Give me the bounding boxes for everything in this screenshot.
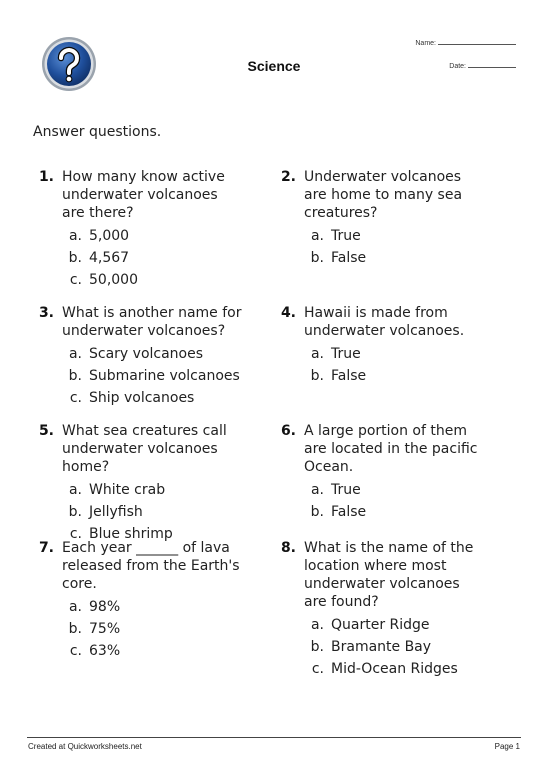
option-letter: b. <box>310 639 324 655</box>
name-label: Name: <box>415 40 436 47</box>
option-text: 63% <box>89 643 121 659</box>
options <box>32 343 244 409</box>
options <box>274 614 486 680</box>
option-a[interactable] <box>274 614 486 636</box>
option-letter: a. <box>310 346 324 362</box>
option-letter: a. <box>68 346 82 362</box>
options <box>274 225 486 269</box>
option-text: Jellyfish <box>89 504 143 520</box>
option-letter: b. <box>68 368 82 384</box>
option-letter: a. <box>310 617 324 633</box>
question-text: Hawaii is made from underwater volcanoes. <box>304 305 465 339</box>
question-4 <box>274 304 486 387</box>
option-text: True <box>331 346 361 362</box>
option-a[interactable] <box>32 479 244 501</box>
option-b[interactable] <box>32 618 244 640</box>
option-text: Mid-Ocean Ridges <box>331 661 458 677</box>
question-5 <box>32 422 244 545</box>
question-number: 4. <box>280 305 296 321</box>
options <box>32 479 244 545</box>
option-b[interactable] <box>32 365 244 387</box>
option-text: 4,567 <box>89 250 130 266</box>
question-text: What is another name for underwater volcanoes? <box>62 305 242 339</box>
name-blank[interactable] <box>438 37 516 45</box>
option-letter: c. <box>69 526 82 542</box>
option-a[interactable] <box>274 343 486 365</box>
option-text: Blue shrimp <box>89 526 173 542</box>
question-number: 6. <box>280 423 296 439</box>
question-number: 2. <box>280 169 296 185</box>
option-letter: b. <box>310 504 324 520</box>
option-text: Quarter Ridge <box>331 617 430 633</box>
option-c[interactable] <box>274 658 486 680</box>
question-text: Underwater volcanoes are home to many sea creatures? <box>304 169 463 221</box>
option-text: Ship volcanoes <box>89 390 195 406</box>
option-b[interactable] <box>274 247 486 269</box>
option-letter: c. <box>69 272 82 288</box>
name-field[interactable] <box>415 37 516 47</box>
question-number: 8. <box>280 540 296 556</box>
instructions: Answer questions. <box>33 124 162 140</box>
question-6 <box>274 422 486 523</box>
options <box>274 479 486 523</box>
option-letter: b. <box>310 368 324 384</box>
option-letter: b. <box>310 250 324 266</box>
date-blank[interactable] <box>468 60 516 68</box>
footer-divider <box>27 737 521 738</box>
option-b[interactable] <box>274 636 486 658</box>
option-a[interactable] <box>274 225 486 247</box>
question-8 <box>274 539 486 680</box>
option-b[interactable] <box>32 247 244 269</box>
question-number: 5. <box>38 423 54 439</box>
question-number: 3. <box>38 305 54 321</box>
options <box>32 596 244 662</box>
question-1 <box>32 168 244 291</box>
option-c[interactable] <box>32 269 244 291</box>
option-letter: a. <box>68 482 82 498</box>
options <box>274 343 486 387</box>
question-number: 7. <box>38 540 54 556</box>
option-text: False <box>331 368 367 384</box>
page-number: Page 1 <box>494 742 520 751</box>
option-letter: a. <box>310 228 324 244</box>
option-letter: a. <box>68 228 82 244</box>
option-text: False <box>331 250 367 266</box>
option-c[interactable] <box>32 387 244 409</box>
option-letter: a. <box>310 482 324 498</box>
question-3 <box>32 304 244 409</box>
option-text: Submarine volcanoes <box>89 368 240 384</box>
option-letter: c. <box>69 643 82 659</box>
option-b[interactable] <box>274 501 486 523</box>
options <box>32 225 244 291</box>
footer-credit: Created at Quickworksheets.net <box>28 742 142 751</box>
option-a[interactable] <box>32 596 244 618</box>
option-text: 5,000 <box>89 228 130 244</box>
date-label: Date: <box>449 63 466 70</box>
option-text: 75% <box>89 621 121 637</box>
option-a[interactable] <box>32 225 244 247</box>
option-letter: c. <box>311 661 324 677</box>
option-text: False <box>331 504 367 520</box>
option-b[interactable] <box>274 365 486 387</box>
option-text: True <box>331 482 361 498</box>
option-a[interactable] <box>274 479 486 501</box>
option-b[interactable] <box>32 501 244 523</box>
option-text: Bramante Bay <box>331 639 432 655</box>
option-text: True <box>331 228 361 244</box>
question-7 <box>32 539 244 662</box>
question-text: A large portion of them are located in the pacific Ocean. <box>304 423 478 475</box>
question-text: How many know active underwater volcanoes are there? <box>62 169 225 221</box>
question-2 <box>274 168 486 269</box>
option-letter: b. <box>68 250 82 266</box>
option-c[interactable] <box>32 640 244 662</box>
date-field[interactable] <box>449 60 516 70</box>
question-number: 1. <box>38 169 54 185</box>
option-a[interactable] <box>32 343 244 365</box>
option-text: White crab <box>89 482 166 498</box>
option-letter: b. <box>68 504 82 520</box>
question-text: What is the name of the location where most underwater volcanoes are found? <box>304 540 474 610</box>
question-text: Each year ______ of lava released from the Earth's core. <box>62 540 240 592</box>
question-text: What sea creatures call underwater volcanoes home? <box>62 423 227 475</box>
option-text: 98% <box>89 599 121 615</box>
option-letter: c. <box>69 390 82 406</box>
option-text: 50,000 <box>89 272 138 288</box>
option-letter: a. <box>68 599 82 615</box>
option-letter: b. <box>68 621 82 637</box>
page-title: Science <box>247 58 301 74</box>
option-text: Scary volcanoes <box>89 346 204 362</box>
